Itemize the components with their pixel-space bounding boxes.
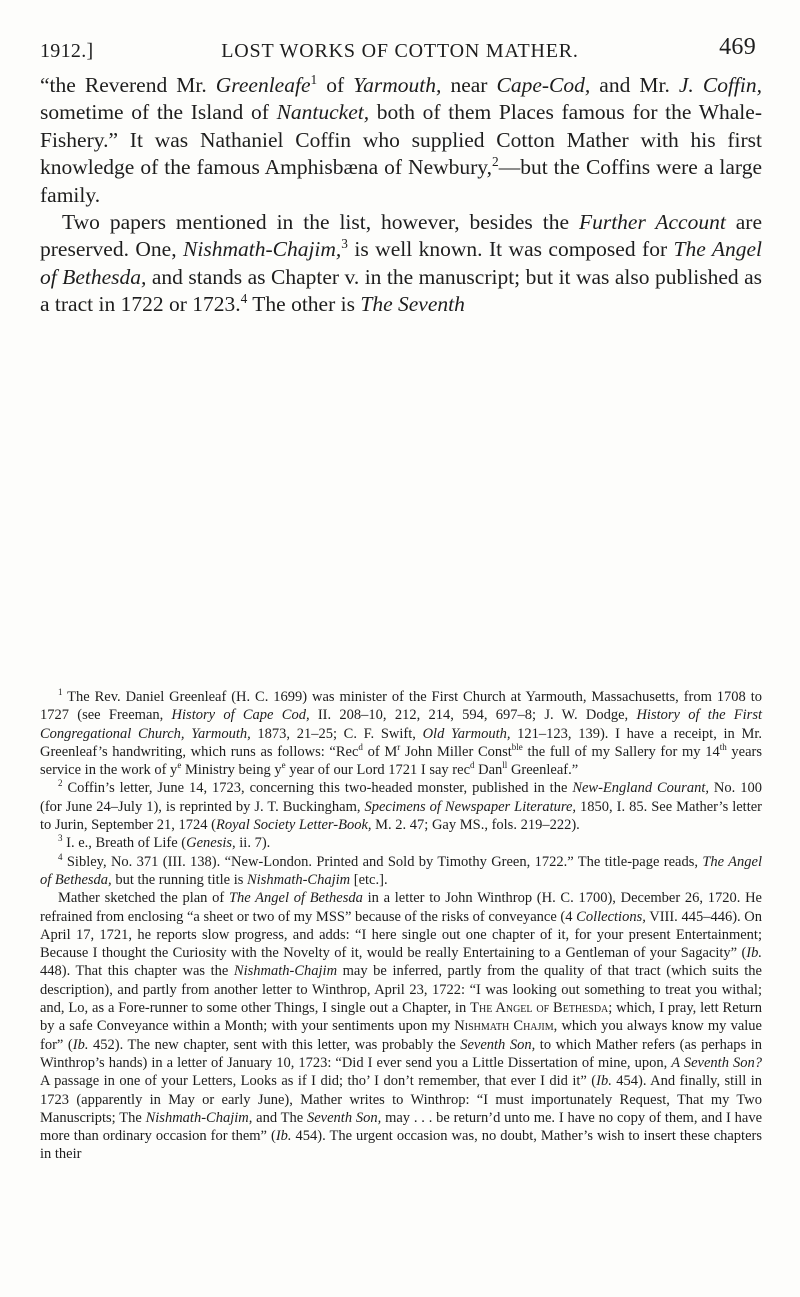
text-run: Dan — [474, 762, 503, 779]
text-run: of — [317, 73, 354, 97]
italic-run: The Angel of Bethesda — [228, 890, 363, 907]
text-run: both of them Places famous for the Whale-Fishery.” It was Nathaniel Coffin who supplied Cotton Mather with his first knowledge of the famous Amphisbæna of Newbury, — [40, 100, 762, 180]
text-run: John Miller Const — [400, 743, 512, 760]
text-run: Sibley, No. 371 (III. 138). “New-London. Printed and Sold by Timothy Green, 1722.” The title-page reads, — [62, 853, 703, 870]
italic-run: History of Cape Cod, — [171, 707, 310, 724]
footnote-ref: 4 — [240, 291, 248, 307]
running-head-title: LOST WORKS OF COTTON MATHER. — [221, 40, 579, 62]
italic-run: History of the First Congregational Church, Yarmouth, — [40, 707, 762, 742]
text-run: 452). The new chapter, sent with this letter, was probably the — [88, 1036, 461, 1053]
page-number: 469 — [719, 34, 756, 60]
text-run: 454). And finally, still in 1723 (apparently in May or early June), Mather writes to Winthrop: “I must importunately Request, That my Two Manuscripts; The — [40, 1073, 763, 1126]
text-run: years service in the work of y — [40, 743, 762, 779]
text-run: 448). That this chapter was the — [40, 963, 234, 980]
text-run: 1850, I. 85. See Mather’s letter to Jurin, September 21, 1724 ( — [40, 798, 762, 834]
italic-run: Ib. — [275, 1128, 292, 1145]
abbrev-sup: d — [470, 760, 475, 771]
paragraph-2 — [40, 209, 762, 319]
italic-run: Genesis, — [186, 835, 236, 852]
text-run: 121–123, 139). I have a receipt, in Mr. Greenleaf’s handwriting, which runs as follows: “Rec — [40, 725, 762, 760]
abbrev-sup: ble — [511, 742, 523, 753]
text-run: A passage in one of your Letters, Looks as if I did; tho’ I don’t remember, that ever I did it” ( — [40, 1073, 597, 1090]
text-run: 1873, 21–25; C. F. Swift, — [250, 725, 423, 742]
italic-run: Ib. — [72, 1036, 89, 1053]
italic-run: The Angel of Bethesda, — [40, 237, 762, 289]
abbrev-sup: d — [358, 742, 363, 753]
text-run: may . . . be return’d unto me. I have no copy of them, and I have more than ordinary occasion for them” ( — [40, 1109, 763, 1145]
abbrev-sup: r — [397, 742, 401, 753]
abbrev-sup: e — [177, 760, 182, 771]
text-run: of M — [362, 743, 398, 760]
text-run: is well known. It was composed for — [347, 237, 674, 262]
italic-run: Nishmath-Chajim — [233, 963, 338, 980]
text-run: to which Mather refers (as perhaps in Winthrop’s hands) in a letter of January 10, 1723: “Did I ever send you a Little Dissertation of mine, upon, — [40, 1036, 763, 1071]
text-run: may be inferred, partly from the quality of that tract (which suits the description), and partly from another letter to Winthrop, April 23, 1722: “I was looking out something to treat you withal; and, Lo, as a Fore-runner to some other Things, I single out a Chapter, in — [40, 963, 762, 1017]
footnote-4-continued — [40, 889, 762, 1163]
text-run: but the running title is — [111, 871, 248, 888]
small-caps-run: Nishmath Chajim — [454, 1018, 554, 1035]
footnote-number: 4 — [58, 851, 63, 862]
italic-run: J. Coffin, — [678, 73, 762, 97]
text-run: “the Reverend Mr. — [40, 73, 216, 97]
italic-run: A Seventh Son? — [671, 1054, 762, 1071]
paragraph-1 — [40, 72, 762, 209]
footnote-number: 2 — [58, 778, 63, 789]
italic-run: Cape-Cod, — [496, 73, 591, 97]
footnote-ref: 3 — [341, 236, 348, 252]
italic-run: Nishmath-Chajim — [247, 871, 351, 888]
italic-run: Greenleafe — [215, 73, 311, 97]
italic-run: Seventh Son, — [460, 1036, 536, 1053]
italic-run: Nishmath-Chajim, — [183, 237, 342, 262]
text-run: ii. 7). — [235, 835, 271, 852]
text-run: No. 100 (for June 24–July 1), is reprinted by J. T. Buckingham, — [40, 780, 762, 815]
text-run: and Mr. — [590, 73, 679, 97]
main-text — [40, 72, 762, 319]
italic-run: Nantucket, — [276, 100, 370, 125]
italic-run: Royal Society Letter-Book, — [216, 817, 372, 834]
small-caps-run: The Angel of Bethesda — [470, 1000, 609, 1017]
text-run: Ministry being y — [181, 762, 282, 779]
italic-run: Specimens of Newspaper Literature, — [364, 798, 577, 815]
italic-run: Yarmouth, — [353, 73, 442, 97]
text-run: are preserved. One, — [40, 210, 762, 262]
footnote-4 — [40, 853, 762, 890]
text-run: Greenleaf.” — [507, 762, 579, 779]
italic-run: Further Account — [578, 210, 726, 235]
italic-run: New-England Courant, — [572, 780, 709, 797]
footnote-number: 3 — [58, 833, 63, 844]
italic-run: Nishmath-Chajim, — [145, 1109, 253, 1126]
abbrev-sup: th — [719, 742, 727, 753]
italic-run: Seventh Son, — [307, 1109, 382, 1126]
footnote-3 — [40, 834, 762, 852]
footnote-1 — [40, 688, 762, 779]
text-run: sometime of the Island of — [40, 100, 277, 125]
italic-run: Collections, — [576, 908, 646, 925]
running-head-year: 1912.] — [40, 40, 94, 62]
text-run: I. e., Breath of Life ( — [62, 835, 187, 852]
abbrev-sup: e — [281, 760, 286, 771]
text-run: in a letter to John Winthrop (H. C. 1700), December 26, 1720. He refrained from enclosing “a sheet or two of my MSS” because of the risks of conveyance (4 — [40, 890, 762, 925]
text-run: [etc.]. — [350, 871, 388, 888]
italic-run: The Angel of Bethesda, — [40, 853, 762, 888]
text-run: —but the Coffins were a large family. — [40, 155, 762, 207]
abbrev-sup: ll — [502, 760, 508, 771]
text-run: the full of my Sallery for my 14 — [522, 743, 720, 760]
italic-run: The Seventh — [360, 292, 465, 317]
text-run: ; which, I pray, lett Return by a safe Conveyance within a Month; with your sentiments upon my — [40, 1000, 762, 1035]
text-run: and stands as Chapter v. in the manuscript; but it was also published as a tract in 1722 or 1723. — [40, 264, 762, 317]
footnote-2 — [40, 779, 762, 834]
italic-run: Ib. — [746, 945, 762, 962]
text-run: , which you always know my value for” ( — [40, 1018, 762, 1053]
footnotes — [40, 688, 762, 1164]
running-head — [40, 34, 760, 66]
footnote-number: 1 — [58, 687, 63, 698]
text-run: The other is — [247, 292, 361, 317]
text-run: and The — [252, 1109, 307, 1126]
text-run: year of our Lord 1721 I say rec — [285, 762, 471, 779]
text-run: near — [441, 73, 497, 97]
text-run: VIII. 445–446). On April 17, 1721, he reports slow progress, and adds: “I here single out one chapter of it, for your present Entertainment; Because I thought the Curiosity with the Novelty of it, would be really Entertaining to a Gentleman of your Sagacity” ( — [40, 908, 763, 962]
text-run: 454). The urgent occasion was, no doubt, Mather’s wish to insert these chapters in their — [40, 1128, 762, 1163]
italic-run: Ib. — [596, 1073, 612, 1090]
text-run: II. 208–10, 212, 214, 594, 697–8; J. W. Dodge, — [309, 707, 637, 724]
text-run: The Rev. Daniel Greenleaf (H. C. 1699) was minister of the First Church at Yarmouth, Massachusetts, from 1708 to 1727 (see Freeman, — [40, 689, 762, 724]
footnote-ref: 1 — [310, 71, 318, 87]
italic-run: Old Yarmouth, — [422, 725, 511, 742]
text-run: M. 2. 47; Gay MS., fols. 219–222). — [371, 817, 580, 834]
text-run: Two papers mentioned in the list, however, besides the — [62, 210, 579, 235]
text-run: Mather sketched the plan of — [58, 890, 229, 907]
text-run: Coffin’s letter, June 14, 1723, concerning this two-headed monster, published in the — [62, 780, 573, 797]
footnote-ref: 2 — [492, 154, 499, 170]
